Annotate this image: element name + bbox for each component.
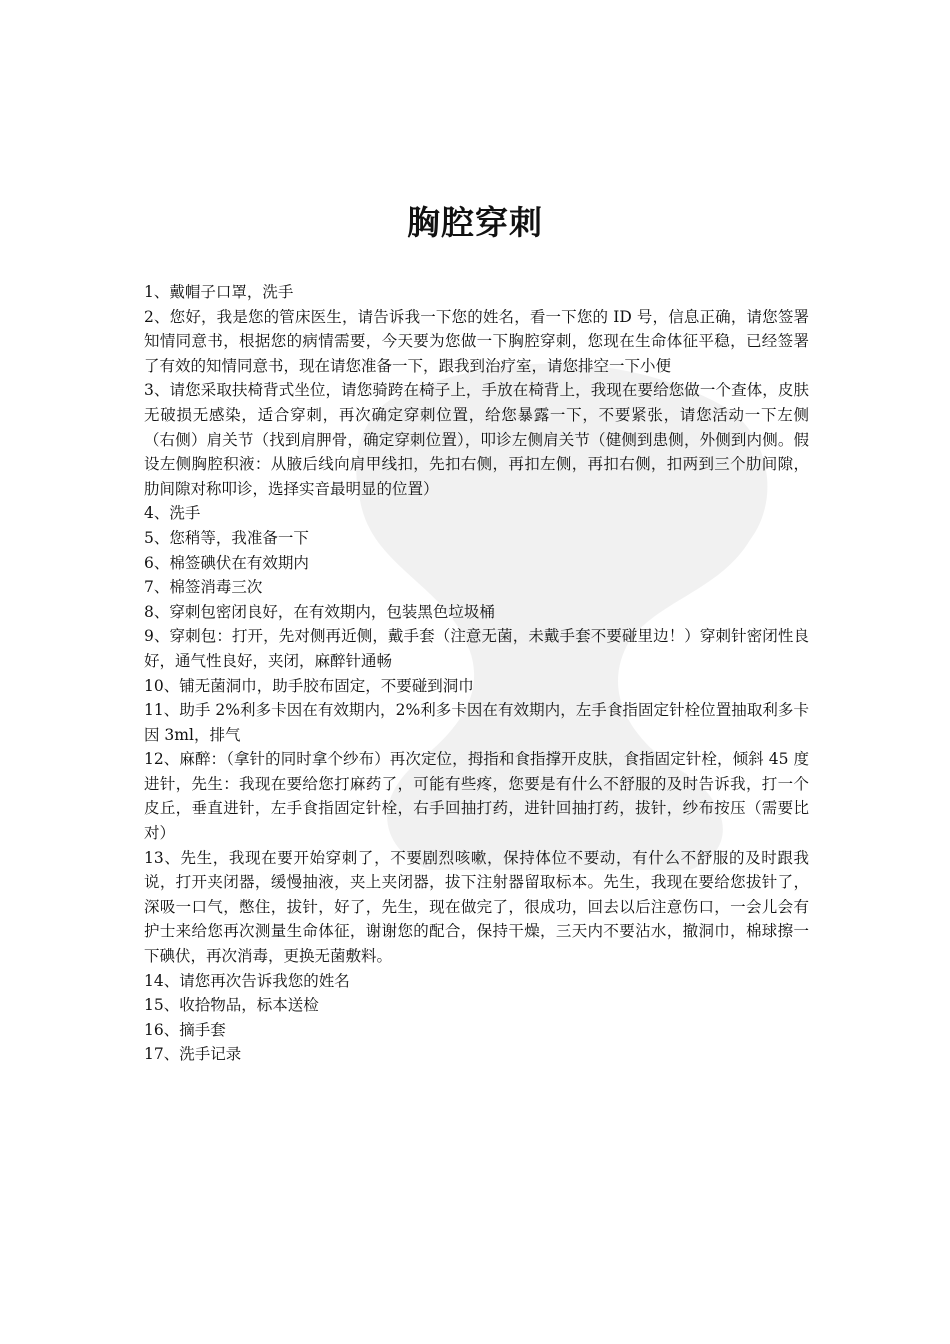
list-item: 8、穿刺包密闭良好，在有效期内，包装黑色垃圾桶 — [144, 602, 495, 621]
list-item: 17、洗手记录 — [144, 1045, 242, 1064]
document-body — [144, 280, 809, 1067]
list-item: 10、铺无菌洞巾，助手胶布固定，不要碰到洞巾 — [144, 676, 474, 695]
list-item: 7、棉签消毒三次 — [144, 578, 263, 597]
list-item: 2、您好，我是您的管床医生，请告诉我一下您的姓名，看一下您的 ID 号，信息正确，请您签署知情同意书，根据您的病情需要，今天要为您做一下胸腔穿刺，您现在生命体征平稳，已经签署了有效的知情同意书，现在请您准备一下，跟我到治疗室，请您排空一下小便 — [144, 307, 809, 375]
list-item: 1、戴帽子口罩，洗手 — [144, 283, 294, 301]
list-item: 4、洗手 — [144, 504, 201, 523]
list-item: 14、请您再次告诉我您的姓名 — [144, 971, 350, 990]
list-item: 9、穿刺包：打开，先对侧再近侧，戴手套（注意无菌，未戴手套不要碰里边！）穿刺针密闭性良好，通气性良好，夹闭，麻醉针通畅 — [144, 627, 809, 670]
page-title: 胸腔穿刺 — [407, 203, 543, 242]
list-item: 11、助手 2%利多卡因在有效期内，2%利多卡因在有效期内，左手食指固定针栓位置抽取利多卡因 3ml，排气 — [144, 701, 809, 744]
list-item: 5、您稍等，我准备一下 — [144, 528, 309, 547]
list-item: 16、摘手套 — [144, 1020, 226, 1039]
list-item: 13、先生，我现在要开始穿刺了，不要剧烈咳嗽，保持体位不要动，有什么不舒服的及时跟我说，打开夹闭器，缓慢抽液，夹上夹闭器，拔下注射器留取标本。先生，我现在要给您拔针了，深吸一口气，憋住，拔针，好了，先生，现在做完了，很成功，回去以后注意伤口，一会儿会有护士来给您再次测量生命体征，谢谢您的配合，保持干燥，三天内不要沾水，撤洞巾，棉球擦一下碘伏，再次消毒，更换无菌敷料。 — [144, 848, 809, 966]
list-item: 15、收拾物品，标本送检 — [144, 996, 319, 1015]
list-item: 3、请您采取扶椅背式坐位，请您骑跨在椅子上，手放在椅背上，我现在要给您做一个查体，皮肤无破损无感染，适合穿刺，再次确定穿刺位置，给您暴露一下，不要紧张，请您活动一下左侧（右侧）肩关节（找到肩胛骨，确定穿刺位置），叩诊左侧肩关节（健侧到患侧，外侧到内侧。假设左侧胸腔积液：从腋后线向肩甲线扣，先扣右侧，再扣左侧，再扣右侧，扣两到三个肋间隙，肋间隙对称叩诊，选择实音最明显的位置） — [144, 381, 809, 498]
list-item: 6、棉签碘伏在有效期内 — [144, 553, 309, 572]
list-item: 12、麻醉：（拿针的同时拿个纱布）再次定位，拇指和食指撑开皮肤，食指固定针栓，倾斜 45 度进针，先生：我现在要给您打麻药了，可能有些疼，您要是有什么不舒服的及时告诉我，打一个皮丘，垂直进针，左手食指固定针栓，右手回抽打药，进针回抽打药，拔针，纱布按压（需要比对） — [144, 750, 809, 843]
